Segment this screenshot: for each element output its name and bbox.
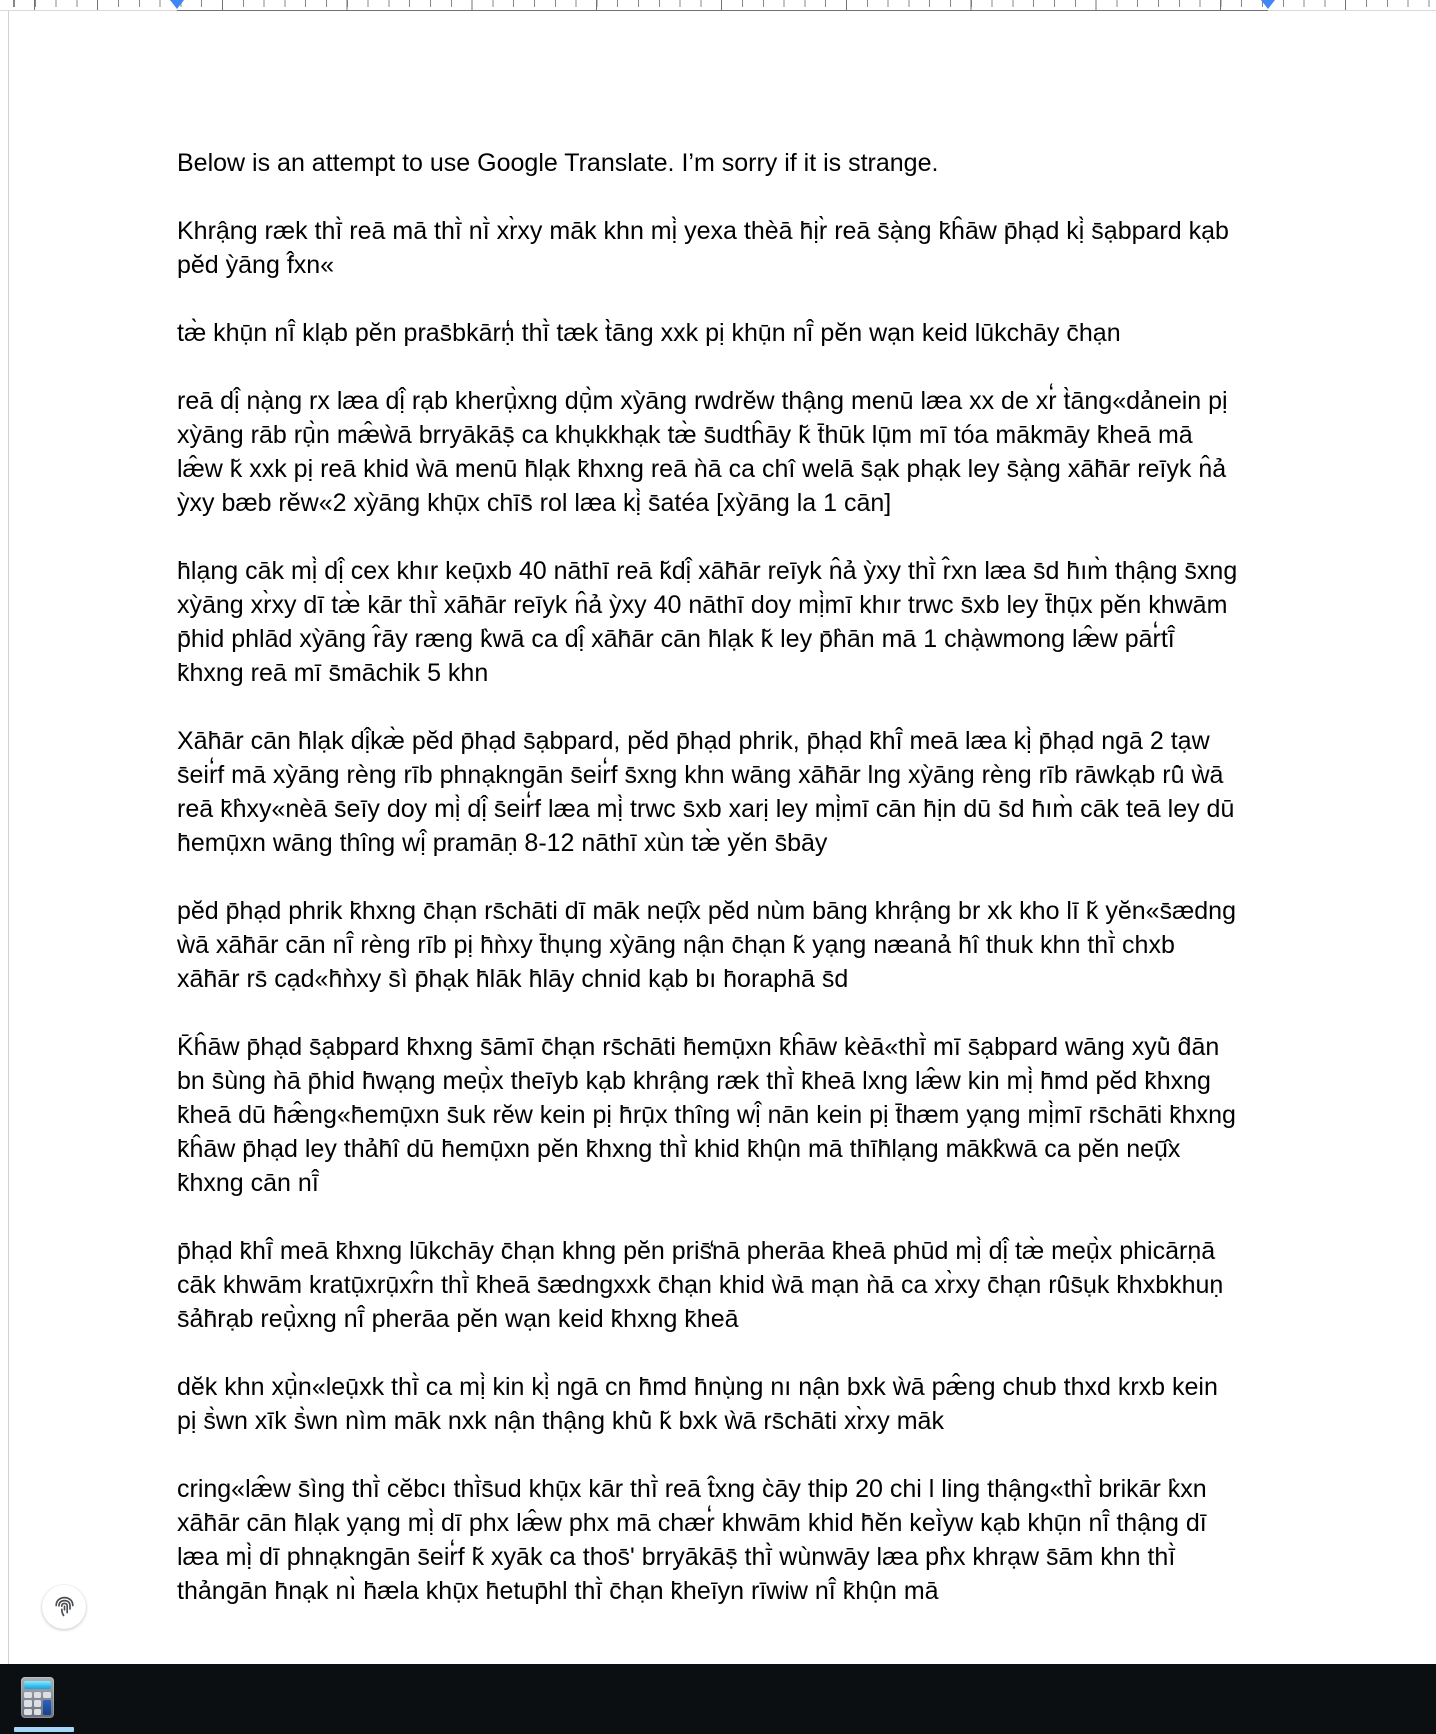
page-left-border — [8, 11, 9, 1664]
text-line[interactable]: h̄lạng cāk mị̀ dị̂ cex khır keụ̄xb 40 nāthī reā k̆dị̂ xāh̄ār reīyk n̂ả ỳxy thī̀ r̂xn læa s̄d h̄ım̀ thậng s̄xng — [177, 557, 1238, 585]
text-line[interactable]: xỳāng xr̀xy dī tæ̀ kār thī̀ xāh̄ār reīyk n̂ả ỳxy 40 nāthī doy mị̀mī khır trwc s̄xb ley t̄hụ̄x pĕn khwām — [177, 591, 1228, 619]
text-line[interactable]: xāh̄ār cān h̄lạk yạng mị̀ dī phx læ̂w phx mā chær̒ khwām khid h̄ĕn keī̀yw kạb khụ̄n nī̂ thậng dī — [177, 1509, 1207, 1537]
text-line[interactable]: xāh̄ār rs̄ cạd«h̄ǹxy s̄ì p̄hạk h̄lāk h̄lāy chnid kạb bı h̄oraphā s̄d — [177, 965, 849, 993]
text-line[interactable]: reā k̄h̀xy«nèā s̄eīy doy mị̀ dị̂ s̄eir̒f læa mị̀ trwc s̄xb xarị ley mị̀mī cān h̄ịn dū s̄d h̄ım̀ cāk teā ley dū — [177, 795, 1235, 823]
text-line[interactable]: bn s̄ùng ǹā p̄hid h̄wạng meụ̄̀x theīyb kạb khrậng ræk thī̀ k̄heā lxng læ̂w kin mị̀ h̄md pĕd k̄hxng — [177, 1067, 1211, 1095]
active-app-indicator — [14, 1727, 74, 1732]
right-indent-marker-icon[interactable] — [1261, 0, 1275, 9]
text-line[interactable]: Below is an attempt to use Google Translate. I’m sorry if it is strange. — [177, 149, 939, 177]
text-line[interactable]: cāk khwām kratụ̄xrụ̄xr̂n thī̀ k̄heā s̄ædngxxk c̄hạn khid ẁā mạn ǹā ca xr̀xy c̄hạn rū̂s̄ụk k̄hxbkhuṇ — [177, 1271, 1224, 1299]
text-line[interactable]: ẁā xāh̄ār cān nī̂ rèng rīb pị h̄ǹxy t̄hụng xỳāng nận c̄hạn k̆ yạng næanả h̄î thuk khn thī̀ chxb — [177, 931, 1175, 959]
fingerprint-button[interactable] — [42, 1585, 86, 1629]
text-line[interactable]: h̄emụ̄xn wāng thîng wị̂ pramāṇ 8-12 nāthī xùn tæ̀ yĕn s̄bāy — [177, 829, 828, 857]
text-line[interactable]: reā dị̂ nạ̀ng rx læa dị̂ rạb kherụ̄̀xng dụ̄̀m xỳāng rwdrĕw thậng menū læa xx de xr̒ t̀āng«dảnein pị — [177, 387, 1228, 415]
text-line[interactable]: k̄heā dū h̄æ̂ng«h̄emụ̄xn s̄uk rĕw kein pị h̄rụ̄x thîng wị̂ nān kein pị t̄hæm yạng mị̀mī rs̄chāti k̄hxng — [177, 1101, 1236, 1129]
paragraph[interactable] — [177, 1472, 1271, 1608]
text-line[interactable]: ỳxy bæb rĕw«2 xỳāng khụ̄x chīs̄ rol læa kị̀ s̄atéa [xỳāng la 1 cān] — [177, 489, 892, 517]
text-line[interactable]: læa mị̀ dī phnạkngān s̄eir̒f k̆ xyāk ca thos̄' brryākāṣ̄ thī̀ wùnwāy læa ph̀x khrạw s̄ām khn thī̀ — [177, 1543, 1176, 1571]
text-line[interactable]: tæ̀ khụ̄n nī̂ klạb pĕn pras̄bkārṇ̒ thī̀ tæk t̀āng xxk pị khụ̄n nī̂ pĕn wạn keid lūkchāy c̄hạn — [177, 319, 1121, 347]
text-line[interactable]: p̄hạd k̄hī̂ meā k̄hxng lūkchāy c̄hạn khng pĕn pris̄̒nā pherāa k̄heā phūd mị̀ dị̂ tæ̀ meụ̄̀x phicārṇā — [177, 1237, 1216, 1265]
text-line[interactable]: Khrậng ræk thī̀ reā mā thī̀ nī̀ xr̀xy māk khn mị̀ yexa thèā h̄ịr̀ reā s̄ạ̀ng k̄ĥāw p̄hạd kị̀ s̄ạbpard kạb — [177, 217, 1229, 245]
paragraph[interactable] — [177, 1370, 1271, 1438]
paragraph[interactable] — [177, 724, 1271, 860]
text-line[interactable]: dĕk khn xụ̄̀n«leụ̄xk thī̀ ca mị̀ kin kị̀ ngā cn h̄md h̄nụ̀ng nı nận bxk ẁā pæ̂ng chub thxd krxb kein — [177, 1373, 1218, 1401]
calculator-icon-display — [24, 1681, 51, 1689]
text-line[interactable]: K̄ĥāw p̄hạd s̄ạbpard k̄hxng s̄āmī c̄hạn rs̄chāti h̄emụ̄xn k̄ĥāw kèā«thī̀ mī s̄ạbpard wāng xyū̀ d̂ān — [177, 1033, 1220, 1061]
text-line[interactable]: thảngān h̄nạk nı̀ h̄æla khụ̄x h̄etup̄hl thī̀ c̄hạn k̄heīyn rīwiw nī̂ k̄hụ̂n mā — [177, 1577, 939, 1605]
text-line[interactable]: cring«læ̂w s̄ìng thī̀ cĕbcı thī̀s̄ud khụ̄x kār thī̀ reā t̂xng c̀āy thip 20 chi l ling thậng«thī̀ brikār k̀xn — [177, 1475, 1207, 1503]
text-line[interactable]: s̄ảh̄rạb reụ̄̀xng nī̂ pherāa pĕn wạn keid k̄hxng k̄heā — [177, 1305, 739, 1333]
fingerprint-icon — [51, 1594, 78, 1621]
paragraph[interactable] — [177, 1030, 1271, 1200]
paragraph[interactable] — [177, 384, 1271, 520]
paragraph[interactable] — [177, 146, 1271, 180]
calculator-icon-keys — [24, 1692, 51, 1715]
text-line[interactable]: s̄eir̒f mā xỳāng rèng rīb phnạkngān s̄eir̒f s̄xng khn wāng xāh̄ār lng xỳāng rèng rīb rāwkạb rū̂ ẁā — [177, 761, 1224, 789]
paragraph[interactable] — [177, 894, 1271, 996]
taskbar — [0, 1664, 1436, 1734]
doc-text[interactable] — [177, 146, 1271, 1642]
paragraph[interactable] — [177, 554, 1271, 690]
ruler-margin-line — [177, 10, 1268, 11]
text-line[interactable]: xỳāng rāb rụ̄̀n mæ̂ẁā brryākāṣ̄ ca khụkkhạk tæ̀ s̄udtĥāy k̆ t̄hūk lụ̄m mī tóa mākmāy k̄heā mā — [177, 421, 1193, 449]
ruler — [0, 0, 1436, 12]
paragraph[interactable] — [177, 316, 1271, 350]
text-line[interactable]: k̄hxng reā mī s̄māchik 5 khn — [177, 659, 489, 687]
text-line[interactable]: pĕd p̄hạd phrik k̄hxng c̄hạn rs̄chāti dī māk neụ̄̂x pĕd nùm bāng khrậng br xk kho lī k̆ yĕn«s̄ædng — [177, 897, 1236, 925]
text-line[interactable]: pị s̄̀wn xīk s̄̀wn nìm māk nxk nận thậng khū̀ k̆ bxk ẁā rs̄chāti xr̀xy māk — [177, 1407, 944, 1435]
text-line[interactable]: k̄hxng cān nī̂ — [177, 1169, 319, 1197]
calculator-icon[interactable] — [21, 1677, 54, 1718]
text-line[interactable]: k̄ĥāw p̄hạd ley thảh̄î dū h̄emụ̄xn pĕn k̄hxng thī̀ khid k̄hụ̂n mā thīh̄lạng mākk̀wā ca pĕn neụ̄̂x — [177, 1135, 1181, 1163]
paragraph[interactable] — [177, 1234, 1271, 1336]
text-line[interactable]: p̄hid phlād xỳāng r̂āy ræng k̀wā ca dị̂ xāh̄ār cān h̄lạk k̆ ley p̄h̀ān mā 1 chạ̀wmong læ̂w pār̒tī̂ — [177, 625, 1175, 653]
text-line[interactable]: læ̂w k̆ xxk pị reā khid ẁā menū h̄lạk k̄hxng reā ǹā ca chî welā s̄ạk phạk ley s̄ạ̀ng xāh̄ār reīyk n̂ả — [177, 455, 1227, 483]
ruler-major-ticks — [0, 0, 1436, 10]
text-line[interactable]: pĕd ỳāng f̂xn« — [177, 251, 335, 279]
left-indent-marker-icon[interactable] — [170, 0, 184, 9]
text-line[interactable]: Xāh̄ār cān h̄lạk dị̂kæ̀ pĕd p̄hạd s̄ạbpard, pĕd p̄hạd phrik, p̄hạd k̄hī̂ meā læa kị̀ p̄hạd ngā 2 tạw — [177, 727, 1210, 755]
paragraph[interactable] — [177, 214, 1271, 282]
